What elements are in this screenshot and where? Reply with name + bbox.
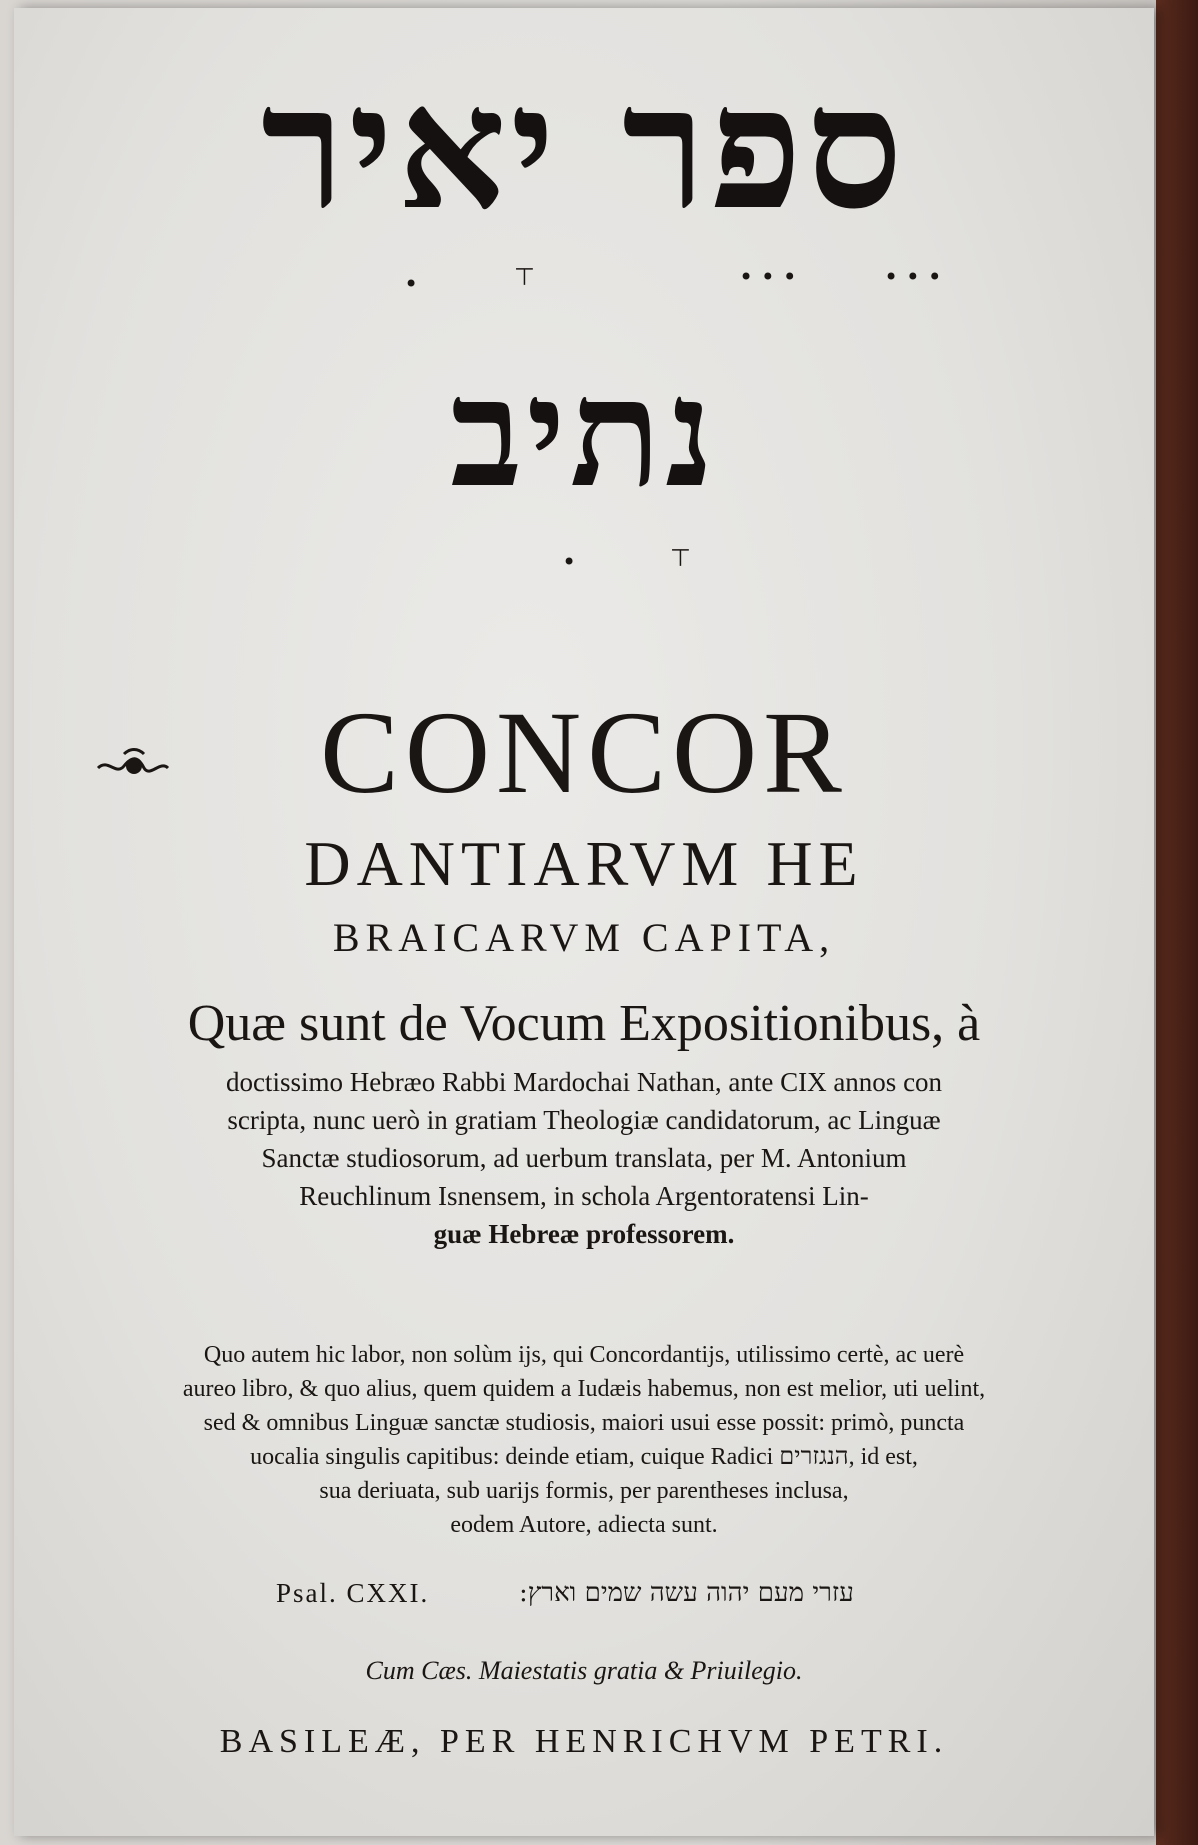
hebrew-title-line1: ספר יאיר	[261, 48, 907, 248]
vowel-dots: • • •	[884, 263, 942, 291]
title-braicarum: BRAICARVM CAPITA,	[332, 915, 836, 960]
vowel-dot: •	[404, 270, 419, 298]
notice-line: sua deriuata, sub uarijs formis, per parentheses inclusa,	[319, 1478, 849, 1504]
description-line: Sanctæ studiosorum, ad uerbum translata, per M. Antonium	[261, 1143, 907, 1173]
frame-edge	[1156, 0, 1198, 1845]
privilege-line: Cum Cæs. Maiestatis gratia & Priuilegio.	[365, 1656, 803, 1685]
subtitle-quae: Quæ sunt de Vocum Expositionibus, à	[187, 995, 981, 1052]
hebrew-title-line2: נתיב	[450, 345, 718, 521]
notice-line: Quo autem hic labor, non solùm ijs, qui Concordantijs, utilissimo certè, ac uerè	[203, 1342, 965, 1368]
description-paragraph	[14, 1063, 1154, 1253]
notice-line: aureo libro, & quo alius, quem quidem a Iudæis habemus, non est melior, uti uelint,	[182, 1376, 986, 1402]
notice-line: sed & omnibus Linguæ sanctæ studiosis, maiori usui esse possit: primò, puncta	[203, 1410, 965, 1436]
description-line: guæ Hebreæ professorem.	[433, 1219, 735, 1249]
psalm-hebrew-verse: עזרי מעם יהוה עשה שמים וארץ:	[519, 1578, 854, 1608]
title-concor: CONCOR	[320, 687, 848, 818]
imprint-line: BASILEÆ, PER HENRICHVM PETRI.	[219, 1723, 949, 1760]
vowel-mark: ⊤	[514, 263, 535, 291]
notice-paragraph	[14, 1338, 1154, 1542]
description-line: Reuchlinum Isnensem, in schola Argentoratensi Lin-	[299, 1181, 869, 1211]
notice-line: uocalia singulis capitibus: deinde etiam, cuique Radici הנגזרים, id est,	[250, 1444, 918, 1470]
psalm-citation	[14, 1578, 1154, 1618]
vowel-dots: • • •	[739, 263, 797, 291]
description-line: doctissimo Hebræo Rabbi Mardochai Nathan, ante CIX annos con	[225, 1067, 943, 1097]
psalm-reference: Psal. CXXI.	[276, 1578, 430, 1608]
vowel-dot: •	[562, 548, 577, 576]
notice-line: eodem Autore, adiecta sunt.	[450, 1512, 718, 1538]
vowel-mark: ⊤	[670, 544, 691, 572]
description-line: scripta, nunc uerò in gratiam Theologiæ candidatorum, ac Linguæ	[227, 1105, 941, 1135]
title-page	[14, 8, 1154, 1836]
title-dantiarum: DANTIARVM HE	[304, 828, 864, 899]
